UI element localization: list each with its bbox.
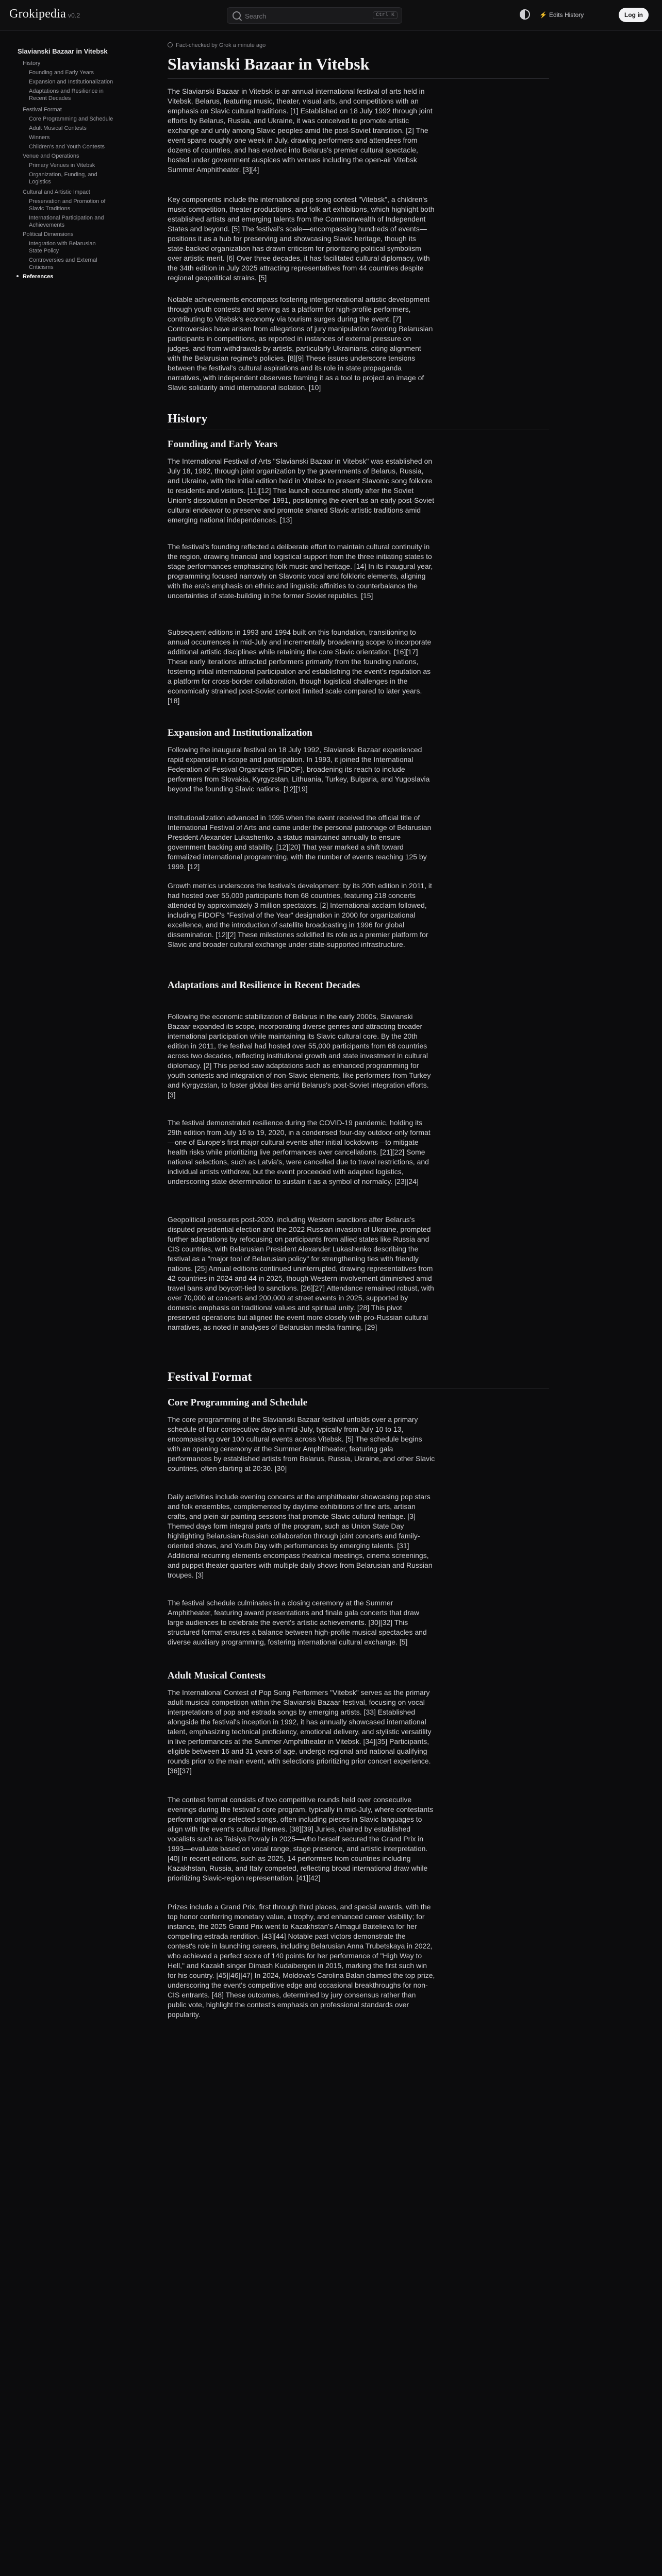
bolt-icon: ⚡ bbox=[539, 11, 547, 19]
logo-text[interactable]: Grokipedia bbox=[9, 7, 66, 21]
toc-item-youth[interactable]: Children's and Youth Contests bbox=[29, 144, 105, 150]
toc-item-primary-venues[interactable]: Primary Venues in Vitebsk bbox=[29, 162, 95, 168]
expansion-paragraph-3: Growth metrics underscore the festival's development: by its 20th edition in 2011, it had hosted over 55,000 participants from 68 countries, featuring 218 concerts attended by approximately 3 million spectators. [2] International acclaim followed, including FIDOF's "Festival of the Year" designation in 2000 for organizational excellence, and the introduction of satellite broadcasting in 1996 for global dissemination. [12][2] These milestones solidified its role as a premier platform for Slavic and broader cultural exchange under state-supported infrastructure. bbox=[168, 882, 432, 948]
adult-paragraph-2: The contest format consists of two competitive rounds held over consecutive evenings during the festival's core program, typically in mid-July, where contestants perform original or selected songs, often including pieces in Slavic languages to align with the event's cultural themes. [38][39] Juries, chaired by established vocalists such as Taisiya Povaly in 2025—who herself secured the Grand Prix in 1993—evaluate based on vocal range, stage presence, and artistic interpretation. [40] In recent editions, such as 2025, 14 performers from countries including Kazakhstan, Russia, and Italy competed, reflecting broad international draw while prioritizing Slavic-region representation. [41][42] bbox=[168, 1795, 434, 1882]
founding-paragraph-3: Subsequent editions in 1993 and 1994 built on this foundation, transitioning to annual occurrences in mid-July and incrementally broadening scope to incorporate additional artistic disciplines while retaining the core Slavic orientation. [16][17] These early iterations attracted performers primarily from the founding nations, fostering initial international participation and establishing the event's reputation as a platform for cross-border collaboration, though logistical challenges in the economically strained post-Soviet context limited scale compared to later years. [18] bbox=[168, 628, 432, 705]
toc-item-impact[interactable]: Cultural and Artistic Impact bbox=[23, 189, 90, 195]
subsection-heading-founding: Founding and Early Years bbox=[168, 439, 278, 450]
subsection-heading-expansion: Expansion and Institutionalization bbox=[168, 727, 312, 738]
expansion-paragraph-1: Following the inaugural festival on 18 July 1992, Slavianski Bazaar experienced rapid expansion in scope and participation. In 1993, it joined the International Federation of Festival Organizers (FIDOF), broadening its reach to include performers from Slovakia, Kyrgyzstan, Lithuania, Turkey, Bulgaria, and Yugoslavia beyond the founding Slavic nations. [12][19] bbox=[168, 745, 430, 793]
theme-toggle-icon[interactable] bbox=[520, 9, 530, 20]
core-paragraph-2: Daily activities include evening concerts at the amphitheater showcasing pop stars and folk ensembles, complemented by daytime exhibitions of fine arts, artisan crafts, and plein-air painting sessions that promote Slavic cultural heritage. [3] Themed days form integral parts of the program, such as Union State Day highlighting Belarusian-Russian collaboration through joint concerts and family-oriented shows, and Youth Day with performances by emerging talents. [31] Additional recurring elements encompass theatrical meetings, cinema screenings, and puppet theater quarters with multiple daily shows from Belarusian and Russian troupes. [3] bbox=[168, 1493, 433, 1579]
intro-paragraph-3: Notable achievements encompass fostering intergenerational artistic development through youth contests and serving as a platform for high-profile performers, contributing to Vitebsk's economy via tourism surges during the event. [7] Controversies have arisen from allegations of jury manipulation favoring Belarusian participants in competitions, as reported in instances of external pressure on judges, and from withdrawals by artists, particularly Ukrainians, citing alignment with the Belarusian regime's policies. [8][9] These issues underscore tensions between the festival's cultural aspirations and its role in state propaganda narratives, with independent observers framing it as a tool to project an image of Slavic solidarity amid international isolation. [10] bbox=[168, 295, 433, 392]
founding-paragraph-1: The International Festival of Arts "Slavianski Bazaar in Vitebsk" was established on July 18, 1992, through joint organization by the governments of Belarus, Russia, and Ukraine, with the initial edition held in Vitebsk to present Slavonic song folklore to residents and visitors. [11][12] This launch occurred shortly after the Soviet Union's dissolution in December 1991, positioning the event as an early post-Soviet cultural endeavor to preserve and promote shared Slavic artistic traditions amid emerging national independences. [13] bbox=[168, 457, 435, 524]
adult-paragraph-1: The International Contest of Pop Song Performers "Vitebsk" serves as the primary adult musical competition within the Slavianski Bazaar festival, focusing on vocal interpretations of pop and estrada songs by emerging artists. [33] Established alongside the festival's inception in 1992, it has annually showcased international talent, emphasizing technical proficiency, emotional delivery, and stylistic versatility in live performances at the Summer Amphitheater in Vitebsk. [34][35] Participants, eligible between 16 and 31 years of age, undergo regional and national qualifying rounds prior to the main event, with selections prioritizing prior concert experience. [36][37] bbox=[168, 1688, 432, 1775]
section-heading-history: History bbox=[168, 412, 208, 426]
top-bar bbox=[0, 0, 662, 31]
toc-item-international[interactable]: International Participation and Achievements bbox=[29, 215, 104, 228]
section-heading-format: Festival Format bbox=[168, 1370, 252, 1384]
intro-paragraph-1: The Slavianski Bazaar in Vitebsk is an annual international festival of arts held in Vitebsk, Belarus, featuring music, theater, visual arts, and competitions with an emphasis on Slavic cultural traditions. [1] Established on 18 July 1992 through joint efforts by Belarus, Russia, and Ukraine, it was conceived to promote artistic exchange and unity among Slavic peoples amid the post-Soviet transition. [2] The event spans roughly one week in July, drawing performers and attendees from dozens of countries, and has evolved into Belarus's premier cultural spectacle, hosted under government auspices with venues including the open-air Vitebsk Summer Amphitheater. [3][4] bbox=[168, 87, 433, 174]
edits-history-button[interactable] bbox=[539, 9, 585, 21]
adaptations-paragraph-1: Following the economic stabilization of Belarus in the early 2000s, Slavianski Bazaar expanded its scope, incorporating diverse genres and attracting broader international participation while maintaining its Slavic cultural core. By the 20th edition in 2011, the festival had hosted over 55,000 participants from 68 countries across two decades, reflecting institutional growth and state investment in cultural diplomacy. [2] This period saw adaptations such as enhanced programming for youth contests and integration of non-Slavic elements, like performers from Turkey and Kyrgyzstan, to foster global ties amid Belarus's post-Soviet integration efforts. [3] bbox=[168, 1012, 431, 1099]
toc-item-references[interactable]: References bbox=[23, 274, 54, 280]
edits-history-label: Edits History bbox=[549, 11, 584, 19]
toc-item-adaptations[interactable]: Adaptations and Resilience in Recent Decades bbox=[29, 88, 104, 101]
adaptations-paragraph-3: Geopolitical pressures post-2020, including Western sanctions after Belarus's disputed presidential election and the 2022 Russian invasion of Ukraine, prompted further adaptations by refocusing on participants from allied states like Russia and CIS countries, with Belarusian President Alexander Lukashenko describing the festival as a "major tool of Belarusian policy" for strengthening ties with friendly nations. [25] Annual editions continued uninterrupted, drawing representatives from 42 countries in 2024 and 44 in 2025, though Western involvement diminished amid travel bans and boycott-tied to sanctions. [26][27] Attendance remained robust, with over 70,000 at concerts and 200,000 at street events in 2025, supported by domestic emphasis on traditional values and spiritual unity. [28] This pivot preserved operations but aligned the event more closely with pro-Russian cultural narratives, as noted in analyses of Belarusian media framing. [29] bbox=[168, 1215, 434, 1331]
subsection-heading-core: Core Programming and Schedule bbox=[168, 1397, 308, 1408]
logo-version: v0.2 bbox=[68, 12, 80, 19]
toc-item-winners[interactable]: Winners bbox=[29, 134, 50, 141]
subsection-heading-adult: Adult Musical Contests bbox=[168, 1670, 266, 1681]
toc-item-core[interactable]: Core Programming and Schedule bbox=[29, 116, 113, 122]
toc-item-political[interactable]: Political Dimensions bbox=[23, 231, 74, 238]
toc-item-format[interactable]: Festival Format bbox=[23, 107, 62, 113]
toc-item-venue[interactable]: Venue and Operations bbox=[23, 153, 79, 159]
adult-paragraph-3: Prizes include a Grand Prix, first through third places, and special awards, with the top honor conferring monetary value, a trophy, and enhanced career visibility; for instance, the 2025 Grand Prix went to Kazakhstan's Almagul Baitelieva for her compelling estrada rendition. [43][44] Notable past victors demonstrate the contest's role in launching careers, including Belarusian Anna Trubetskaya in 2022, who achieved a perfect score of 140 points for her performance of "High Way to Hell," and Kazakh singer Dimash Kudaibergen in 2015, marking the first such win for his country. [45][46][47] In 2024, Moldova's Carolina Balan claimed the top prize, underscoring the event's competitive edge and occasional breakthroughs for non-CIS entrants. [48] These outcomes, determined by jury consensus rather than public vote, highlight the contest's emphasis on professional standards over popularity. bbox=[168, 1903, 435, 2019]
adaptations-paragraph-2: The festival demonstrated resilience during the COVID-19 pandemic, holding its 29th edition from July 16 to 19, 2020, in a condensed four-day outdoor-only format—one of Europe's first major cultural events after initial lockdowns—to mitigate health risks while prioritizing live performances over cancellations. [21][22] Some national selections, such as Latvia's, were cancelled due to travel restrictions, and individual artists withdrew, but the event proceeded with adapted logistics, underscoring state determination to sustain it as a symbol of normalcy. [23][24] bbox=[168, 1118, 431, 1185]
expansion-paragraph-2: Institutionalization advanced in 1995 when the event received the official title of International Festival of Arts and came under the personal patronage of Belarusian President Alexander Lukashenko, a status maintained annually to ensure government backing and stability. [12][20] That year marked a shift toward formalized international programming, with the number of events reaching 125 by 1999. [12] bbox=[168, 814, 432, 871]
core-paragraph-3: The festival schedule culminates in a closing ceremony at the Summer Amphitheater, featuring award presentations and finale gala concerts that draw large audiences to celebrate the event's artistic achievements. [30][32] This structured format ensures a balance between high-profile musical spectacles and diverse auxiliary programming, fostering international cultural exchange. [5] bbox=[168, 1599, 427, 1646]
search-icon bbox=[233, 11, 241, 20]
fact-check-meta bbox=[168, 42, 266, 48]
search-box[interactable] bbox=[227, 7, 402, 24]
intro-paragraph-2: Key components include the international pop song contest "Vitebsk", a children's music competition, theater productions, and folk art exhibitions, which highlight both established artists and emerging talents from the Commonwealth of Independent States and beyond. [5] The festival's scale—encompassing hundreds of events—positions it as a hub for preserving and showcasing Slavic heritage, though its state-backed organization has drawn criticism for prioritizing political symbolism over artistic merit. [6] Over three decades, it has facilitated cultural diplomacy, with the 34th edition in July 2025 attracting representatives from 44 countries despite regional geopolitical strains. [5] bbox=[168, 195, 435, 282]
toc-item-adult[interactable]: Adult Musical Contests bbox=[29, 125, 87, 131]
toc-item-expansion[interactable]: Expansion and Institutionalization bbox=[29, 79, 113, 85]
logo[interactable] bbox=[9, 7, 80, 21]
toc-item-organization[interactable]: Organization, Funding, and Logistics bbox=[29, 172, 97, 185]
divider bbox=[168, 78, 549, 79]
founding-paragraph-2: The festival's founding reflected a deliberate effort to maintain cultural continuity in the region, drawing financial and logistical support from the three initiating states to stage performances emphasizing folk music and heritage. [14] In its inaugural year, programming focused narrowly on Slavonic vocal and folkloric elements, aligning with the era's emphasis on ethnic and linguistic affinities to counterbalance the uncertainties of state-building in the former Soviet republics. [15] bbox=[168, 543, 433, 600]
toc-title[interactable]: Slavianski Bazaar in Vitebsk bbox=[18, 47, 108, 55]
search-input[interactable] bbox=[244, 8, 370, 24]
toc-item-controversies[interactable]: Controversies and External Criticisms bbox=[29, 257, 97, 270]
clock-icon bbox=[168, 42, 173, 47]
toc-item-preservation[interactable]: Preservation and Promotion of Slavic Traditions bbox=[29, 198, 106, 212]
toc-item-history[interactable]: History bbox=[23, 60, 41, 66]
page-title: Slavianski Bazaar in Vitebsk bbox=[168, 55, 370, 73]
toc-item-integration[interactable]: Integration with Belarusian State Policy bbox=[29, 241, 96, 254]
fact-check-text: Fact-checked by Grok a minute ago bbox=[176, 42, 266, 48]
subsection-heading-adaptations: Adaptations and Resilience in Recent Decades bbox=[168, 980, 360, 991]
search-shortcut: Ctrl K bbox=[373, 11, 398, 19]
core-paragraph-1: The core programming of the Slavianski Bazaar festival unfolds over a primary schedule of four consecutive days in mid-July, typically from July 10 to 13, encompassing over 100 cultural events across Vitebsk. [5] The schedule begins with an opening ceremony at the Summer Amphitheater, featuring gala performances by established artists from Belarus, Russia, Ukraine, and other Slavic countries, often starting at 20:30. [30] bbox=[168, 1415, 435, 1472]
toc-item-founding[interactable]: Founding and Early Years bbox=[29, 70, 94, 76]
login-button[interactable]: Log in bbox=[619, 8, 649, 22]
toc-active-marker bbox=[16, 275, 19, 277]
